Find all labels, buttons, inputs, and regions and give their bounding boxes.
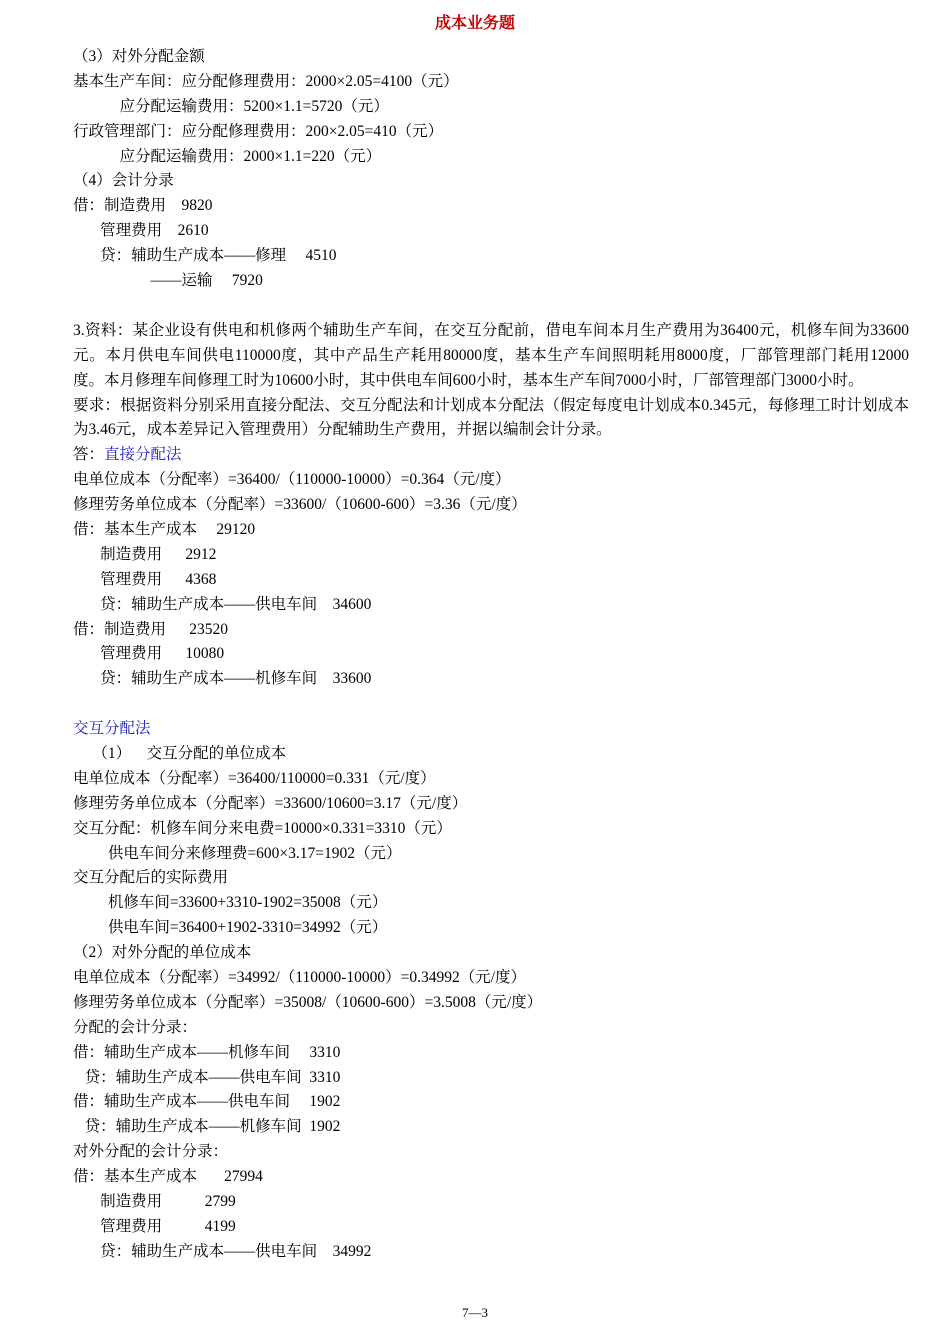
text-line: 借：制造费用 23520 [73, 620, 229, 638]
text-line: （4）会计分录 [73, 172, 174, 190]
document-body [73, 45, 909, 1265]
method-mutual-title: 交互分配法 [73, 720, 151, 738]
text-line: （2）对外分配的单位成本 [73, 944, 252, 962]
text-line: 制造费用 2799 [73, 1193, 236, 1211]
text-line: 借：基本生产成本 27994 [73, 1168, 263, 1186]
text-line: （3）对外分配金额 [73, 48, 205, 65]
text-line: 电单位成本（分配率）=34992/（110000-10000）=0.34992（元/度） [73, 969, 527, 987]
text-line: 修理劳务单位成本（分配率）=33600/10600=3.17（元/度） [73, 794, 468, 812]
text-line: 电单位成本（分配率）=36400/110000=0.331（元/度） [73, 769, 436, 787]
text-line: 行政管理部门：应分配修理费用：200×2.05=410（元） [73, 122, 444, 140]
text-line: 贷：辅助生产成本——供电车间 3310 [73, 1068, 341, 1086]
mutual-method-section [73, 742, 909, 1265]
answer-heading [73, 443, 909, 468]
text-line: ——运输 7920 [73, 272, 263, 290]
text-line: 管理费用 4199 [73, 1217, 236, 1235]
spacer [73, 294, 909, 319]
text-line: 分配的会计分录： [73, 1018, 198, 1036]
text-line: 修理劳务单位成本（分配率）=33600/（10600-600）=3.36（元/度） [73, 496, 527, 514]
text-line: 电单位成本（分配率）=36400/（110000-10000）=0.364（元/度） [73, 471, 511, 489]
text-line: 供电车间=36400+1902-3310=34992（元） [73, 919, 388, 937]
text-line: 对外分配的会计分录： [73, 1143, 229, 1161]
text-line: 借：制造费用 9820 [73, 197, 213, 215]
problem-requirement: 要求：根据资料分别采用直接分配法、交互分配法和计划成本分配法（假定每度电计划成本0.345元，每修理工时计划成本为3.46元，成本差异记入管理费用）分配辅助生产费用，并据以编制会计分录。 [73, 396, 909, 439]
text-line: 应分配运输费用：5200×1.1=5720（元） [73, 97, 389, 115]
text-line: 交互分配后的实际费用 [73, 869, 229, 887]
direct-method-section [73, 468, 909, 692]
text-line: 贷：辅助生产成本——供电车间 34600 [73, 595, 372, 613]
text-line: 管理费用 4368 [73, 570, 217, 588]
text-line: （1） 交互分配的单位成本 [73, 745, 287, 763]
text-line: 贷：辅助生产成本——修理 4510 [73, 247, 337, 265]
top-section [73, 45, 909, 294]
text-line: 贷：辅助生产成本——供电车间 34992 [73, 1242, 372, 1260]
text-line: 机修车间=33600+3310-1902=35008（元） [73, 894, 388, 912]
method-direct-title: 直接分配法 [104, 446, 182, 464]
answer-prefix: 答： [73, 446, 105, 464]
spacer [73, 692, 909, 717]
text-line: 制造费用 2912 [73, 545, 217, 563]
text-line: 基本生产车间：应分配修理费用：2000×2.05=4100（元） [73, 72, 459, 90]
text-line: 贷：辅助生产成本——机修车间 33600 [73, 670, 372, 688]
page-number: 7—3 [462, 1305, 488, 1320]
text-line: 交互分配：机修车间分来电费=10000×0.331=3310（元） [73, 819, 452, 837]
problem-material: 3.资料：某企业设有供电和机修两个辅助生产车间，在交互分配前，借电车间本月生产费用为36400元，机修车间为33600元。本月供电车间供电110000度，其中产品生产耗用80000度，基本生产车间照明耗用8000度，厂部管理部门耗用12000度。本月修理车间修理工时为10600小时，其中供电车间600小时，基本生产车间7000小时，厂部管理部门3000小时。 [73, 321, 909, 389]
text-line: 应分配运输费用：2000×1.1=220（元） [73, 147, 382, 165]
text-line: 修理劳务单位成本（分配率）=35008/（10600-600）=3.5008（元/度） [73, 993, 543, 1011]
text-line: 供电车间分来修理费=600×3.17=1902（元） [73, 844, 402, 862]
text-line: 管理费用 10080 [73, 645, 225, 663]
text-line: 借：基本生产成本 29120 [73, 521, 256, 538]
text-line: 借：辅助生产成本——机修车间 3310 [73, 1043, 341, 1061]
text-line: 贷：辅助生产成本——机修车间 1902 [73, 1118, 341, 1136]
text-line: 借：辅助生产成本——供电车间 1902 [73, 1093, 341, 1111]
text-line: 管理费用 2610 [73, 222, 209, 240]
page-header-title: 成本业务题 [434, 13, 515, 32]
